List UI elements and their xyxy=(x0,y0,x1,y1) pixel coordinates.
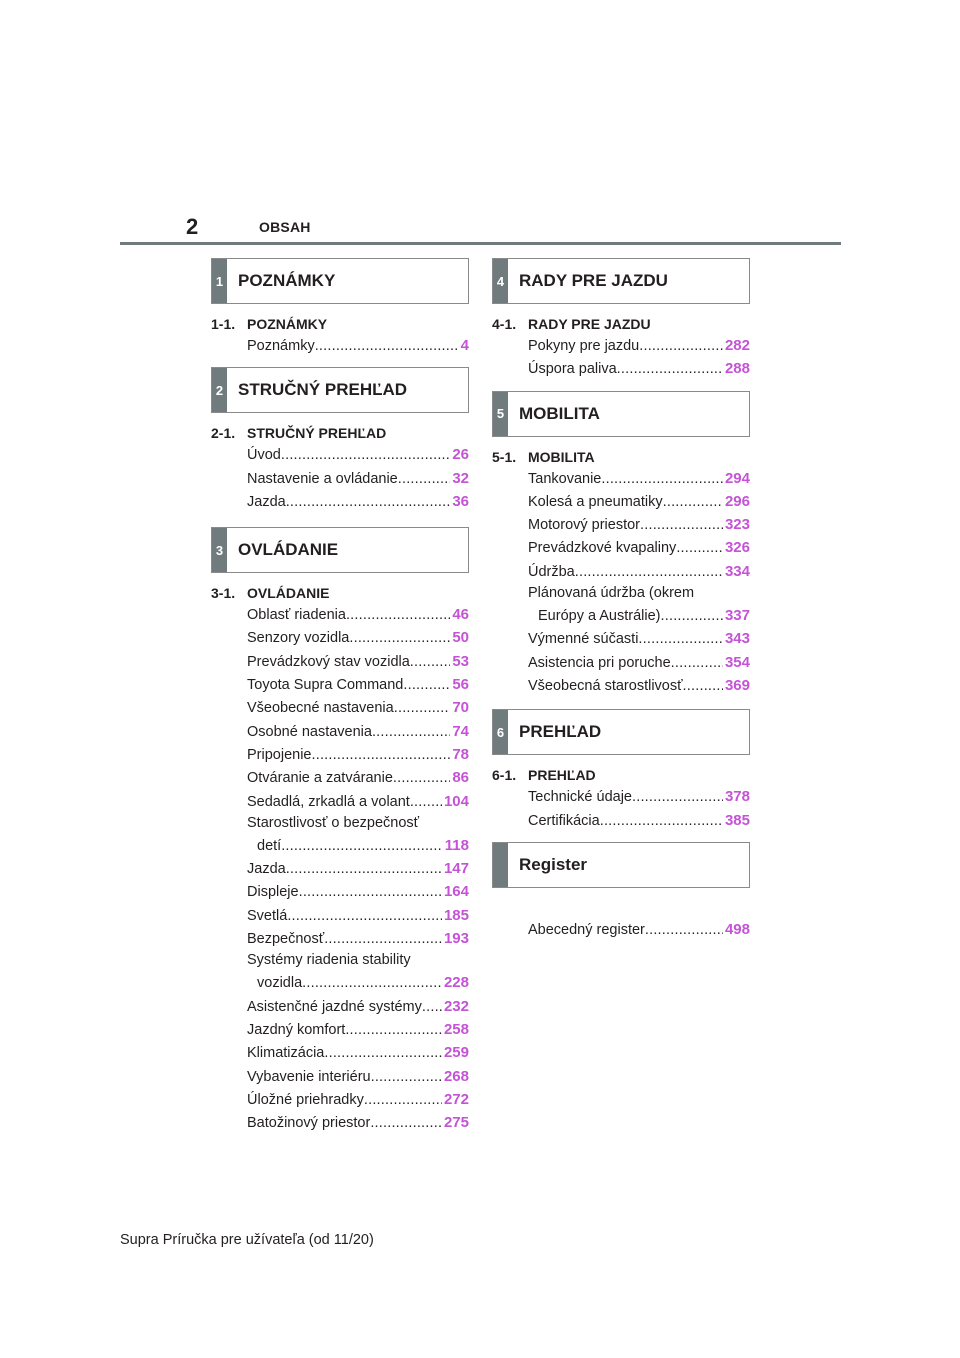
toc-entry-label: Oblasť riadenia xyxy=(247,607,346,624)
footer-text: Supra Príručka pre užívateľa (od 11/20) xyxy=(120,1232,374,1248)
toc-entry-label: Toyota Supra Command xyxy=(247,677,404,694)
subsection-title: STRUČNÝ PREHĽAD xyxy=(247,425,387,442)
toc-page-link[interactable]: 56 xyxy=(452,676,469,694)
toc-page-link[interactable]: 228 xyxy=(443,974,469,992)
dot-leader xyxy=(671,652,723,675)
toc-entry-label: Klimatizácia xyxy=(247,1045,325,1062)
toc-entry-label: Pokyny pre jazdu xyxy=(528,338,640,354)
toc-entry-label: Kolesá a pneumatiky xyxy=(528,493,663,510)
toc-entry-label: Displeje xyxy=(247,884,299,901)
toc-entry[interactable] xyxy=(528,918,750,941)
toc-page-link[interactable]: 53 xyxy=(452,652,469,670)
dot-leader xyxy=(683,675,723,698)
toc-entry-list xyxy=(492,918,750,941)
toc-entry-label: Svetlá xyxy=(247,907,288,924)
toc-page-link[interactable]: 232 xyxy=(443,997,469,1015)
toc-page-link[interactable]: 326 xyxy=(724,539,750,557)
dot-leader xyxy=(315,335,459,358)
toc-page-link[interactable]: 275 xyxy=(443,1114,469,1132)
dot-leader xyxy=(663,491,723,514)
section-number-tab: 4 xyxy=(493,259,508,303)
toc-entry-label-line[interactable]: Plánovaná údržba (okrem xyxy=(528,585,695,602)
toc-entry-list xyxy=(492,785,750,832)
toc-page-link[interactable]: 294 xyxy=(724,469,750,487)
toc-page-link[interactable]: 343 xyxy=(724,630,750,648)
toc-entry[interactable] xyxy=(528,357,750,380)
subsection-heading xyxy=(211,583,469,603)
toc-entry[interactable] xyxy=(528,536,750,559)
dot-leader xyxy=(286,858,442,881)
dot-leader xyxy=(403,674,450,697)
dot-leader xyxy=(600,810,723,833)
toc-page-link[interactable]: 369 xyxy=(724,676,750,694)
toc-entry[interactable] xyxy=(528,604,750,627)
toc-entry[interactable] xyxy=(528,809,750,832)
toc-entry-label: Jazda xyxy=(247,861,286,878)
toc-entry[interactable] xyxy=(247,904,469,927)
subsection-number: 5-1. xyxy=(492,448,517,465)
toc-entry[interactable] xyxy=(247,1111,469,1134)
toc-entry-label: Prevádzkový stav vozidla xyxy=(247,653,410,670)
dot-leader xyxy=(349,627,450,650)
section-header xyxy=(492,709,750,755)
toc-entry-label: Tankovanie xyxy=(528,470,602,487)
toc-page-link[interactable]: 272 xyxy=(443,1090,469,1108)
subsection-title: RADY PRE JAZDU xyxy=(528,316,651,332)
toc-entry-list xyxy=(211,443,469,513)
toc-entry[interactable] xyxy=(247,443,469,466)
toc-entry[interactable] xyxy=(528,334,750,357)
section-header xyxy=(492,391,750,437)
subsection-heading xyxy=(492,314,750,334)
subsection-heading xyxy=(492,898,750,918)
toc-entry[interactable] xyxy=(247,995,469,1018)
toc-entry[interactable] xyxy=(528,785,750,808)
toc-entry[interactable] xyxy=(528,651,750,674)
toc-entry-list xyxy=(211,603,469,1134)
subsection-number: 2-1. xyxy=(211,425,236,442)
subsection-number: 4-1. xyxy=(492,316,517,332)
dot-leader xyxy=(299,881,442,904)
toc-page-link[interactable]: 498 xyxy=(724,920,750,938)
toc-page-link[interactable]: 36 xyxy=(452,492,469,510)
toc-page-link[interactable]: 323 xyxy=(724,516,750,534)
dot-leader xyxy=(640,514,723,537)
toc-entry[interactable] xyxy=(247,626,469,649)
dot-leader xyxy=(645,919,723,942)
toc-page-link[interactable]: 74 xyxy=(452,722,469,740)
toc-page-link[interactable]: 185 xyxy=(443,906,469,924)
dot-leader xyxy=(632,786,723,809)
dot-leader xyxy=(281,444,450,467)
dot-leader xyxy=(370,1112,442,1135)
toc-entry[interactable] xyxy=(247,673,469,696)
toc-page-link[interactable]: 258 xyxy=(443,1020,469,1038)
toc-entry[interactable] xyxy=(247,766,469,789)
dot-leader xyxy=(617,358,723,381)
toc-entry[interactable] xyxy=(247,467,469,490)
toc-entry-list xyxy=(492,467,750,698)
dot-leader xyxy=(398,468,451,491)
dot-leader xyxy=(312,744,451,767)
toc-page-link[interactable]: 193 xyxy=(443,930,469,948)
toc-entry[interactable] xyxy=(528,560,750,583)
subsection-number: 6-1. xyxy=(492,767,517,784)
toc-entry-label: Všeobecné nastavenia xyxy=(247,700,394,717)
toc-page-link[interactable]: 86 xyxy=(452,769,469,787)
toc-entry-label: Vybavenie interiéru xyxy=(247,1068,371,1085)
toc-page-link[interactable]: 334 xyxy=(724,562,750,580)
toc-page-link[interactable]: 118 xyxy=(444,836,469,854)
toc-entry-label: Prevádzkové kvapaliny xyxy=(528,540,677,557)
toc-entry-label: Motorový priestor xyxy=(528,517,641,534)
section-number-tab: 5 xyxy=(493,392,508,436)
toc-entry-label: Nastavenie a ovládanie xyxy=(247,470,398,487)
toc-entry[interactable] xyxy=(247,720,469,743)
toc-entry[interactable] xyxy=(247,971,469,994)
dot-leader xyxy=(393,767,450,790)
page-number: 2 xyxy=(186,214,199,239)
toc-entry-label: Abecedný register xyxy=(528,921,645,938)
toc-entry-label: Jazda xyxy=(247,493,286,510)
dot-leader xyxy=(661,605,723,628)
toc-entry-label: Certifikácia xyxy=(528,812,600,829)
subsection-title: OVLÁDANIE xyxy=(247,585,330,602)
dot-leader xyxy=(638,628,723,651)
toc-entry[interactable] xyxy=(247,1088,469,1111)
toc-page-link[interactable]: 104 xyxy=(443,792,469,810)
toc-entry[interactable] xyxy=(247,790,469,813)
dot-leader xyxy=(345,1019,442,1042)
toc-entry-label-line[interactable]: Starostlivosť o bezpečnosť xyxy=(247,814,420,831)
dot-leader xyxy=(639,335,723,358)
dot-leader xyxy=(371,1066,442,1089)
toc-entry[interactable] xyxy=(528,627,750,650)
toc-left-column xyxy=(211,258,469,1134)
toc-entry-label-line[interactable]: Systémy riadenia stability xyxy=(247,952,411,969)
toc-page-link[interactable]: 26 xyxy=(452,446,469,464)
toc-entry[interactable] xyxy=(247,490,469,513)
section-number-tab: 1 xyxy=(212,259,227,303)
toc-entry[interactable] xyxy=(528,513,750,536)
toc-entry-label: Úvod xyxy=(247,447,281,464)
toc-page-link[interactable]: 46 xyxy=(452,606,469,624)
section-title: POZNÁMKY xyxy=(238,271,336,290)
toc-entry-label: Úložné priehradky xyxy=(247,1091,364,1108)
toc-page-link[interactable]: 296 xyxy=(724,492,750,510)
section-title: PREHĽAD xyxy=(519,722,602,742)
toc-entry[interactable] xyxy=(247,1065,469,1088)
section-header xyxy=(211,527,469,573)
dot-leader xyxy=(601,468,723,491)
subsection-heading xyxy=(492,765,750,785)
header-title: OBSAH xyxy=(259,219,311,235)
toc-entry[interactable] xyxy=(247,696,469,719)
toc-entry-list xyxy=(211,334,469,357)
toc-entry[interactable] xyxy=(247,743,469,766)
dot-leader xyxy=(324,1042,442,1065)
toc-entry-label: Všeobecná starostlivosť xyxy=(528,677,683,694)
toc-entry[interactable] xyxy=(247,1041,469,1064)
toc-entry-label: Úspora paliva xyxy=(528,361,617,378)
toc-entry-label: Asistenčné jazdné systémy xyxy=(247,998,422,1015)
section-header xyxy=(211,367,469,413)
section-number-tab: 6 xyxy=(493,710,508,754)
toc-entry-label: Pripojenie xyxy=(247,746,312,763)
dot-leader xyxy=(372,721,450,744)
toc-entry[interactable] xyxy=(247,334,469,357)
toc-entry-label: Výmenné súčasti xyxy=(528,631,639,648)
dot-leader xyxy=(324,928,442,951)
toc-page-link[interactable]: 354 xyxy=(724,653,750,671)
subsection-number: 1-1. xyxy=(211,316,236,332)
section-header xyxy=(492,258,750,304)
section-header xyxy=(211,258,469,304)
toc-page-link[interactable]: 268 xyxy=(443,1067,469,1085)
toc-entry-label: Senzory vozidla xyxy=(247,630,350,647)
toc-page-link[interactable]: 337 xyxy=(724,607,750,625)
subsection-heading xyxy=(211,314,469,334)
toc-right-column xyxy=(492,258,750,941)
dot-leader xyxy=(422,996,442,1019)
dot-leader xyxy=(575,561,723,584)
toc-entry-label: Osobné nastavenia xyxy=(247,723,372,740)
toc-entry-label: vozidla xyxy=(257,975,303,992)
toc-entry-label: Otváranie a zatváranie xyxy=(247,770,393,787)
toc-entry[interactable] xyxy=(247,880,469,903)
section-title: STRUČNÝ PREHĽAD xyxy=(238,380,408,400)
dot-leader xyxy=(346,604,450,627)
subsection-number: 3-1. xyxy=(211,585,236,602)
toc-page-link[interactable]: 70 xyxy=(452,699,469,717)
subsection-title: POZNÁMKY xyxy=(247,316,328,332)
dot-leader xyxy=(281,835,443,858)
section-number-tab xyxy=(493,843,508,887)
section-title: RADY PRE JAZDU xyxy=(519,271,668,290)
section-number-tab: 2 xyxy=(212,368,227,412)
subsection-title: PREHĽAD xyxy=(528,767,596,784)
section-title: OVLÁDANIE xyxy=(238,540,339,560)
dot-leader xyxy=(410,791,442,814)
toc-entry-label: detí xyxy=(257,837,282,854)
dot-leader xyxy=(302,972,442,995)
dot-leader xyxy=(364,1089,442,1112)
toc-entry[interactable] xyxy=(247,603,469,626)
toc-entry-label: Batožinový priestor xyxy=(247,1115,371,1132)
toc-entry-label: Európy a Austrálie) xyxy=(538,608,661,625)
toc-entry-label: Sedadlá, zrkadlá a volant xyxy=(247,793,410,810)
toc-page-link[interactable]: 378 xyxy=(724,788,750,806)
dot-leader xyxy=(286,491,451,514)
toc-entry[interactable] xyxy=(247,650,469,673)
toc-entry-label: Bezpečnosť xyxy=(247,931,325,948)
toc-entry-label: Technické údaje xyxy=(528,789,632,806)
toc-entry[interactable] xyxy=(247,857,469,880)
toc-entry-label: Poznámky xyxy=(247,338,315,354)
toc-page-link[interactable]: 4 xyxy=(460,337,469,354)
toc-entry[interactable] xyxy=(528,490,750,513)
toc-page-link[interactable]: 288 xyxy=(724,360,750,378)
toc-entry[interactable] xyxy=(247,834,469,857)
subsection-heading xyxy=(492,447,750,467)
toc-page-link[interactable]: 147 xyxy=(443,860,469,878)
toc-entry-label: Jazdný komfort xyxy=(247,1021,346,1038)
toc-page-link[interactable]: 164 xyxy=(443,883,469,901)
subsection-heading xyxy=(211,423,469,443)
section-header xyxy=(492,842,750,888)
toc-page-link[interactable]: 32 xyxy=(452,469,469,487)
dot-leader xyxy=(287,905,442,928)
section-number-tab: 3 xyxy=(212,528,227,572)
toc-entry[interactable] xyxy=(528,674,750,697)
toc-entry-label: Údržba xyxy=(528,563,575,580)
toc-entry-list xyxy=(492,334,750,381)
toc-entry-label: Asistencia pri poruche xyxy=(528,654,671,671)
section-title: MOBILITA xyxy=(519,403,600,423)
toc-page-link[interactable]: 385 xyxy=(724,811,750,829)
dot-leader xyxy=(410,651,451,674)
subsection-title: MOBILITA xyxy=(528,448,595,465)
toc-entry[interactable] xyxy=(247,927,469,950)
toc-page-link[interactable]: 78 xyxy=(452,745,469,763)
toc-entry[interactable] xyxy=(247,1018,469,1041)
section-title: Register xyxy=(519,854,588,874)
toc-page-link[interactable]: 50 xyxy=(452,629,469,647)
dot-leader xyxy=(394,697,451,720)
toc-page-link[interactable]: 282 xyxy=(724,337,750,354)
dot-leader xyxy=(676,537,723,560)
header-rule xyxy=(120,242,841,245)
toc-entry[interactable] xyxy=(528,467,750,490)
toc-page-link[interactable]: 259 xyxy=(443,1044,469,1062)
